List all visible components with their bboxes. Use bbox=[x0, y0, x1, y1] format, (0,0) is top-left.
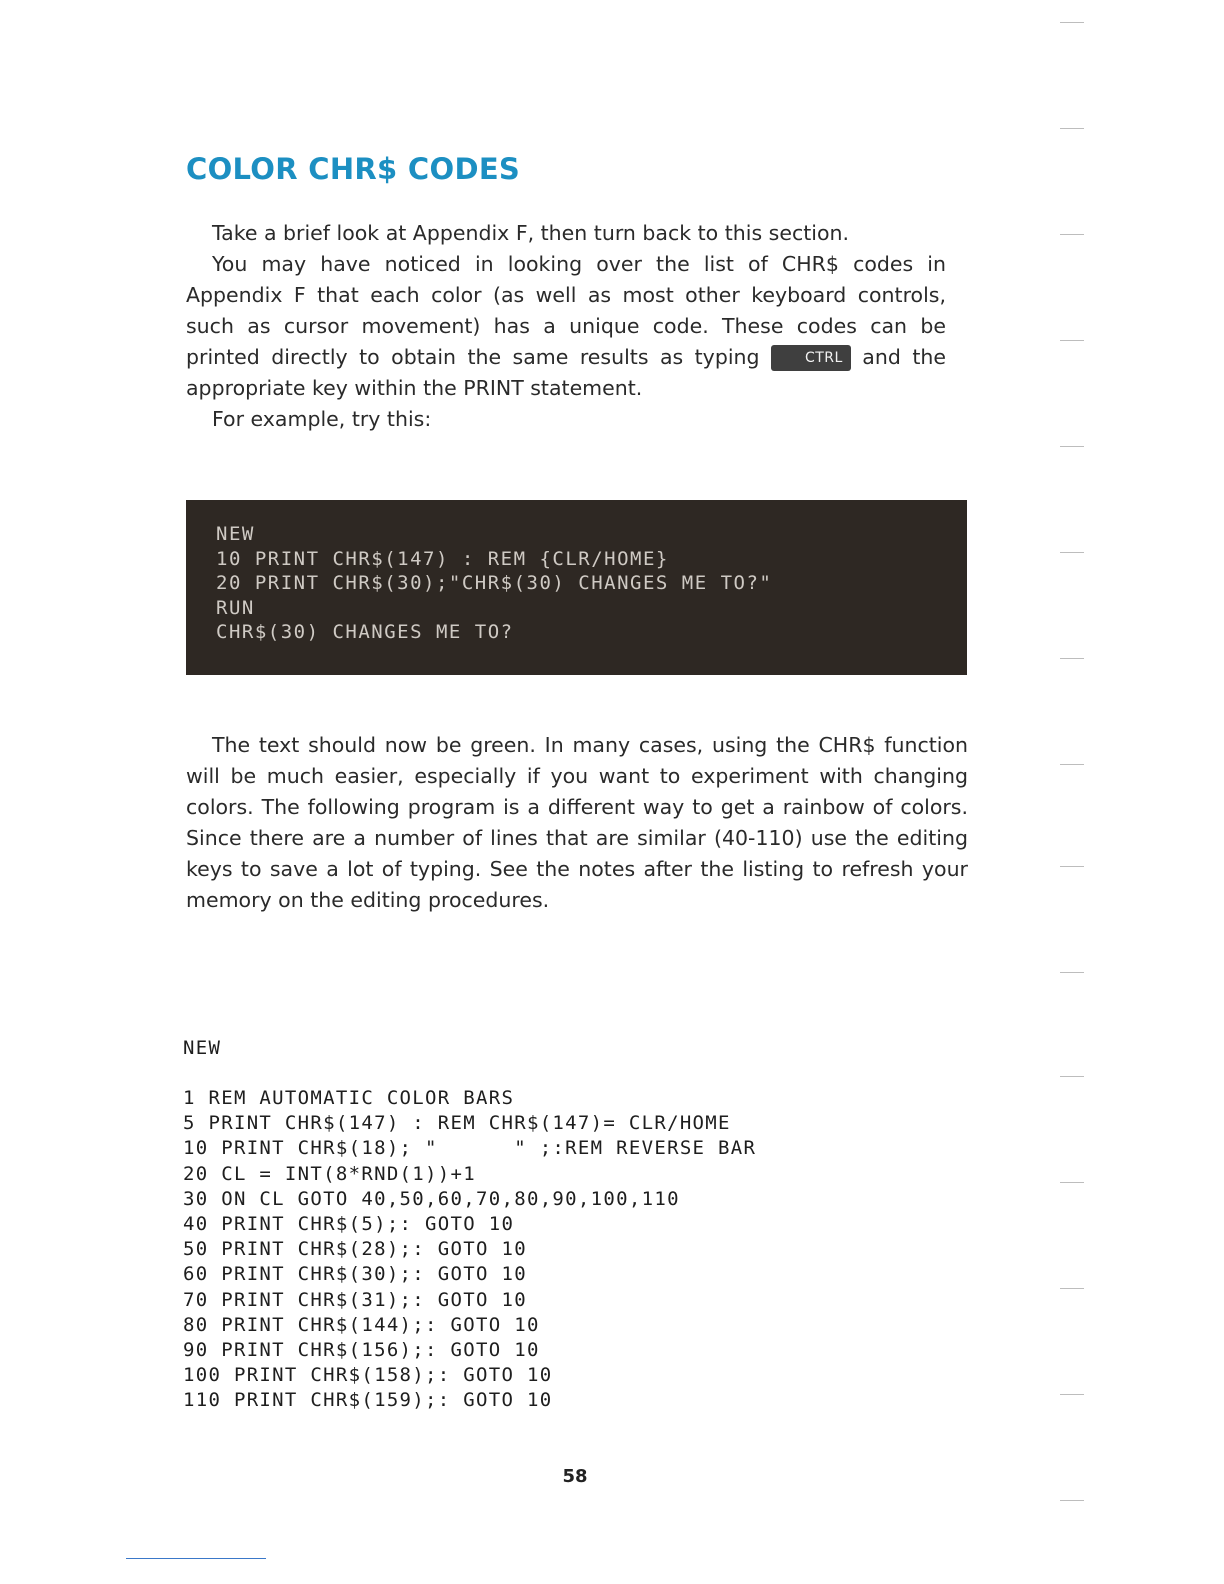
intro-paragraph-1: Take a brief look at Appendix F, then turn back to this section. bbox=[212, 221, 850, 245]
listing-line: 60 PRINT CHR$(30);: GOTO 10 bbox=[183, 1263, 527, 1286]
listing-line: 80 PRINT CHR$(144);: GOTO 10 bbox=[183, 1313, 540, 1336]
margin-tick bbox=[1060, 658, 1084, 659]
margin-tick bbox=[1060, 1076, 1084, 1077]
section-heading: COLOR CHR$ CODES bbox=[186, 152, 521, 186]
bottom-rule bbox=[126, 1558, 266, 1559]
listing-line: 100 PRINT CHR$(158);: GOTO 10 bbox=[183, 1364, 553, 1387]
margin-tick bbox=[1060, 22, 1084, 23]
margin-tick bbox=[1060, 866, 1084, 867]
listing-line: 110 PRINT CHR$(159);: GOTO 10 bbox=[183, 1389, 553, 1412]
intro-text bbox=[186, 218, 946, 435]
listing-line: 40 PRINT CHR$(5);: GOTO 10 bbox=[183, 1213, 515, 1236]
listing-new-command: NEW bbox=[183, 1037, 222, 1059]
screen-line: NEW bbox=[216, 523, 255, 545]
listing-line: 10 PRINT CHR$(18); " " ;:REM REVERSE BAR bbox=[183, 1137, 757, 1160]
listing-line: 50 PRINT CHR$(28);: GOTO 10 bbox=[183, 1238, 527, 1261]
margin-tick bbox=[1060, 340, 1084, 341]
margin-tick bbox=[1060, 446, 1084, 447]
screen-example bbox=[186, 500, 967, 675]
explanation-text bbox=[186, 730, 968, 916]
listing-line: 90 PRINT CHR$(156);: GOTO 10 bbox=[183, 1339, 540, 1362]
listing-line: 1 REM AUTOMATIC COLOR BARS bbox=[183, 1087, 515, 1109]
margin-tick bbox=[1060, 1288, 1084, 1289]
listing-lines bbox=[183, 1086, 756, 1414]
page-number: 58 bbox=[562, 1466, 588, 1487]
intro-paragraph-2-text: You may have noticed in looking over the list of CHR$ codes in Appendix F that each color (as well as most other keyboard controls, such as cursor movement) has a unique code. These codes can be printed directly to obtain the same results as typing bbox=[186, 252, 946, 369]
margin-tick bbox=[1060, 1500, 1084, 1501]
margin-tick bbox=[1060, 764, 1084, 765]
margin-tick bbox=[1060, 972, 1084, 973]
margin-tick bbox=[1060, 552, 1084, 553]
screen-line: 10 PRINT CHR$(147) : REM {CLR/HOME} bbox=[216, 547, 669, 570]
margin-tick bbox=[1060, 234, 1084, 235]
margin-tick bbox=[1060, 128, 1084, 129]
listing-line: 5 PRINT CHR$(147) : REM CHR$(147)= CLR/HOME bbox=[183, 1112, 731, 1135]
explanation-paragraph: The text should now be green. In many cases, using the CHR$ function will be much easier, especially if you want to experiment with changing colors. The following program is a different way to get a rainbow of colors. Since there are a number of lines that are similar (40-110) use the editing keys to save a lot of typing. See the notes after the listing to refresh your memory on the editing procedures. bbox=[186, 733, 968, 912]
listing-line: 30 ON CL GOTO 40,50,60,70,80,90,100,110 bbox=[183, 1187, 680, 1210]
screen-line: 20 PRINT CHR$(30);"CHR$(30) CHANGES ME TO?" bbox=[216, 572, 773, 594]
ctrl-key-icon: CTRL bbox=[771, 345, 851, 371]
listing-line: 70 PRINT CHR$(31);: GOTO 10 bbox=[183, 1288, 527, 1311]
screen-line: RUN bbox=[216, 596, 255, 619]
program-listing bbox=[183, 1036, 756, 1414]
margin-tick bbox=[1060, 1182, 1084, 1183]
screen-line: CHR$(30) CHANGES ME TO? bbox=[216, 621, 514, 643]
intro-paragraph-2 bbox=[186, 249, 946, 404]
margin-tick bbox=[1060, 1394, 1084, 1395]
intro-paragraph-2-rest: and the appropriate key within the PRINT statement. bbox=[186, 345, 946, 400]
listing-line: 20 CL = INT(8*RND(1))+1 bbox=[183, 1162, 476, 1185]
intro-paragraph-3: For example, try this: bbox=[212, 407, 432, 431]
